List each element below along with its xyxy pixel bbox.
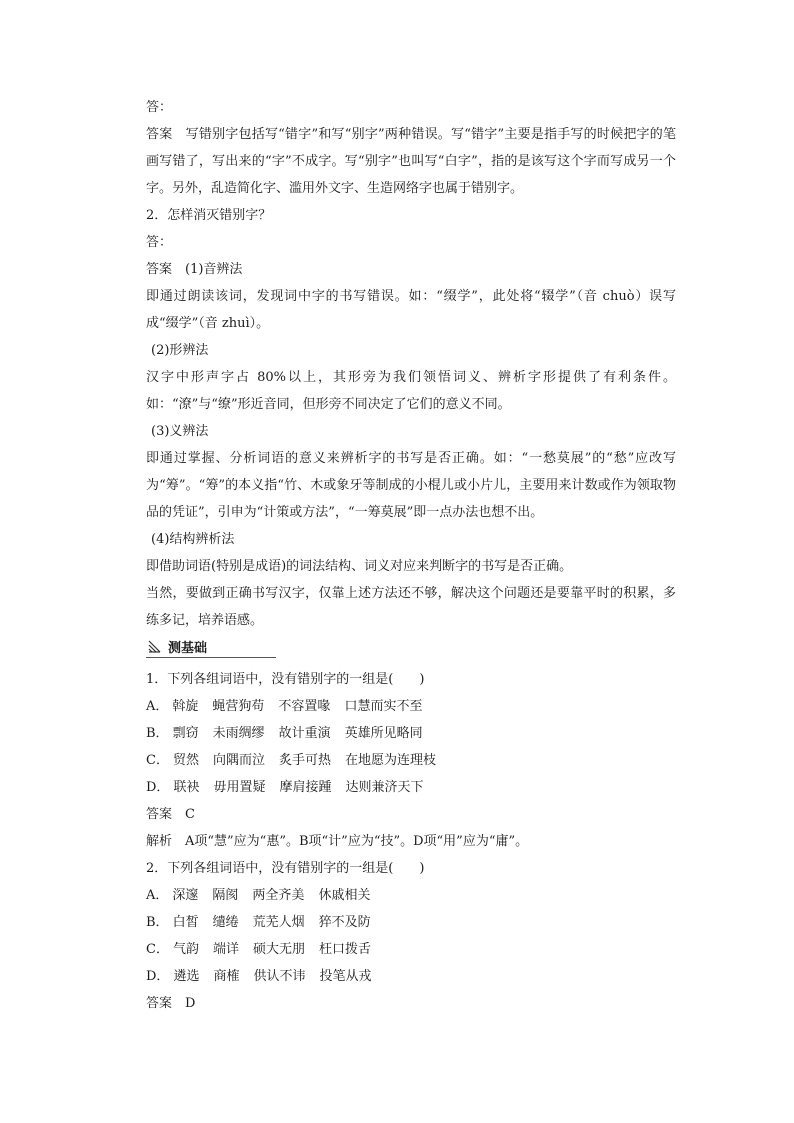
method-4-heading: (4)结构辨析法 [151,532,235,547]
q2-stem: 2．下列各组词语中，没有错别字的一组是( ) [146,861,425,876]
q1-option-c: C． 贸然 向隅而泣 炙手可热 在地愿为连理枝 [146,753,437,768]
diagonal-lines-icon [148,640,161,653]
answer-prompt-2: 答： [146,235,173,250]
q2-option-d: D． 遴选 商榷 供认不讳 投笔从戎 [146,969,372,984]
q2-answer: 答案 D [146,996,196,1011]
q1-stem: 1．下列各组词语中，没有错别字的一组是( ) [146,672,425,687]
method-2-text: 汉字中形声字占 80%以上，其形旁为我们领悟词义、辨析字形提供了有利条件。如：“潦”与“缭”形近音同，但形旁不同决定了它们的意义不同。 [146,370,676,412]
section-header [146,636,686,660]
method-3-heading: (3)义辨法 [151,424,209,439]
section-divider [146,657,276,658]
q1-option-a: A． 斡旋 蝇营狗苟 不容置喙 口慧而实不至 [146,699,423,714]
section-title: 测基础 [168,641,208,656]
answer-paragraph-1: 答案 写错别字包括写“错字”和写“别字”两种错误。写“错字”主要是指手写的时候把字的笔画写错了，写出来的“字”不成字。写“别字”也叫写“白字”，指的是该写这个字而写成另一个字。另外，乱造简化字、滥用外文字、生造网络字也属于错别字。 [146,127,676,196]
method-4-text: 即借助词语(特别是成语)的词法结构、词义对应来判断字的书写是否正确。 [146,559,573,574]
method-1-heading: 答案 (1)音辨法 [146,262,243,277]
q1-answer: 答案 C [146,807,195,822]
q1-analysis: 解析 A项“慧”应为“惠”。B项“计”应为“技”。D项“用”应为“庸”。 [146,834,529,849]
q2-option-b: B． 白皙 缱绻 荒芜人烟 猝不及防 [146,915,371,930]
q2-option-c: C． 气韵 端详 硕大无朋 枉口拨舌 [146,942,372,957]
answer-prompt-1: 答： [146,100,173,115]
method-3-text: 即通过掌握、分析词语的意义来辨析字的书写是否正确。如：“一愁莫展”的“愁”应改写为“筹”。“筹”的本义指“竹、木或象牙等制成的小棍儿或小片儿，主要用来计数或作为领取物品的凭证”，引申为“计策或方法”，“一筹莫展”即一点办法也想不出。 [146,451,676,520]
page-content [146,94,686,1017]
conclusion-text: 当然，要做到正确书写汉字，仅靠上述方法还不够，解决这个问题还是要靠平时的积累，多练多记，培养语感。 [146,586,676,628]
method-2-heading: (2)形辨法 [151,343,209,358]
method-1-text: 即通过朗读该词，发现词中字的书写错误。如：“缀学”，此处将“辍学”（音 chuò）误写成“缀学”（音 zhuì）。 [146,289,676,331]
q1-option-d: D． 联袂 毋用置疑 摩肩接踵 达则兼济天下 [146,780,424,795]
q2-option-a: A． 深邃 隔阂 两全齐美 休戚相关 [146,888,371,903]
q1-option-b: B． 剽窃 未雨绸缪 故计重演 英雄所见略同 [146,726,423,741]
question-2-title: 2．怎样消灭错别字？ [146,208,272,223]
